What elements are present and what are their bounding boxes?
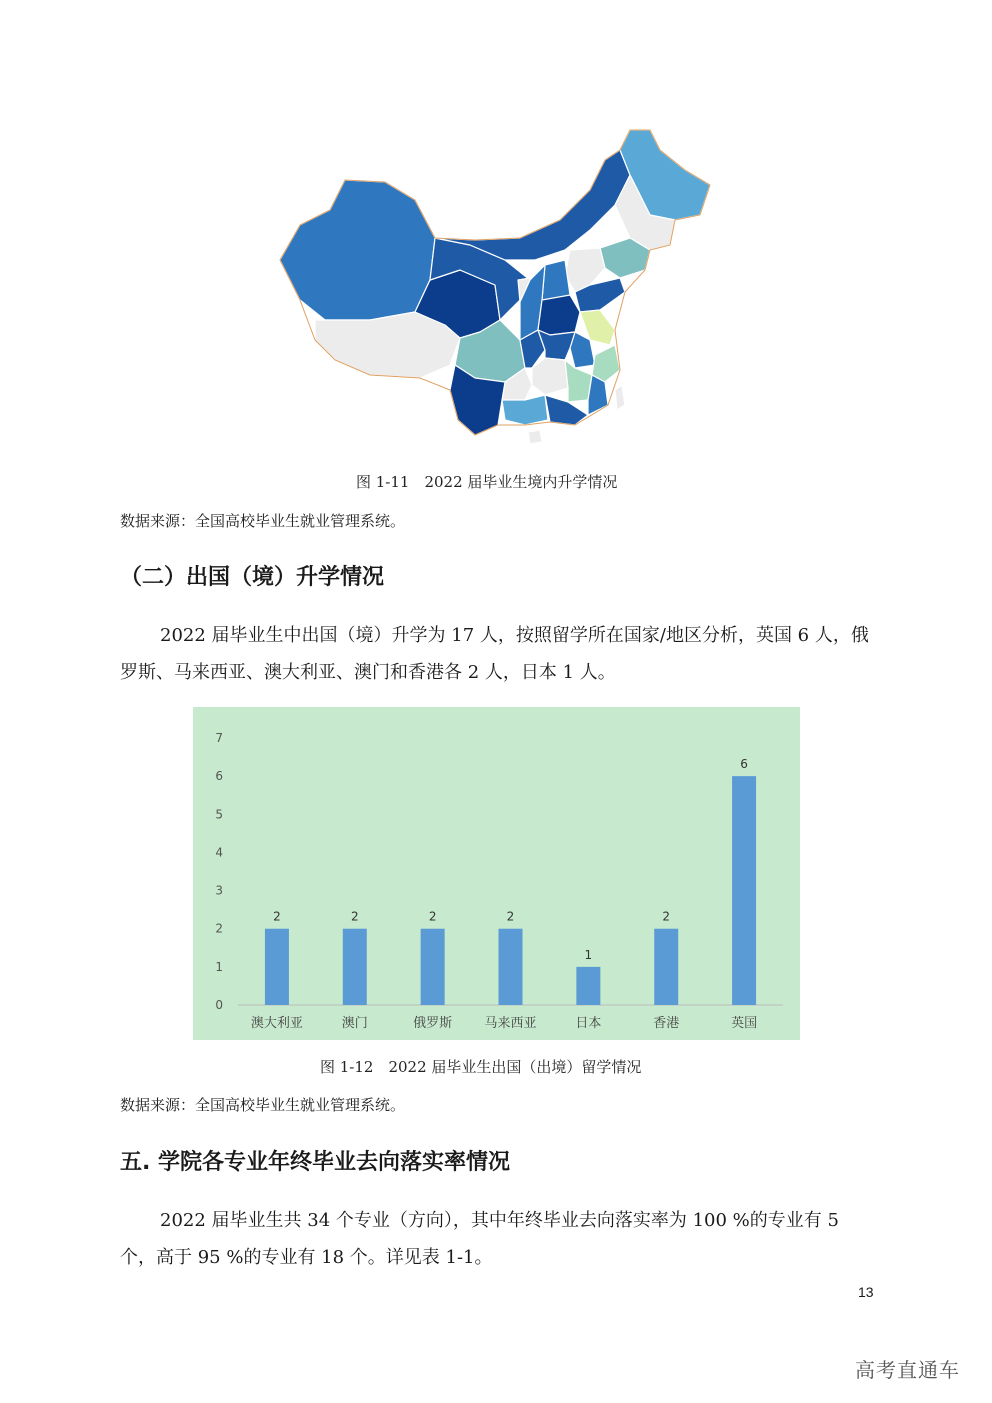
paragraph-section-5: 2022 届毕业生共 34 个专业（方向），其中年终毕业去向落实率为 100 %的专业有 5 个，高于 95 %的专业有 18 个。详见表 1-1。 [120, 1210, 839, 1268]
map-region-inner-mongolia [435, 150, 630, 260]
abroad-bar-chart [193, 707, 800, 1040]
figure-caption-1-12: 图 1-12 2022 届毕业生出国（出境）留学情况 [320, 1058, 642, 1076]
bar-value-label: 2 [662, 909, 671, 924]
paragraph-abroad: 2022 届毕业生中出国（境）升学为 17 人，按照留学所在国家/地区分析，英国 6 人，俄罗斯、马来西亚、澳大利亚、澳门和香港各 2 人，日本 1 人。 [120, 625, 869, 683]
x-category-label: 澳门 [341, 1016, 368, 1031]
y-tick-label: 4 [215, 845, 223, 860]
y-tick-label: 5 [215, 807, 223, 822]
x-category-label: 俄罗斯 [413, 1016, 453, 1031]
data-source-note: 数据来源：全国高校毕业生就业管理系统。 [120, 1096, 406, 1114]
china-map [270, 120, 720, 450]
bar-value-label: 6 [740, 757, 748, 772]
x-category-label: 香港 [653, 1016, 680, 1031]
bar [265, 929, 289, 1005]
bar-value-label: 2 [273, 909, 281, 924]
y-tick-label: 1 [215, 959, 223, 974]
bar-value-label: 2 [350, 909, 359, 924]
x-category-label: 马来西亚 [484, 1016, 537, 1031]
section-heading-5: 五. 学院各专业年终毕业去向落实率情况 [120, 1150, 511, 1175]
y-tick-label: 0 [215, 998, 223, 1012]
y-tick-label: 2 [215, 921, 223, 936]
bar-chart-svg [193, 707, 800, 1040]
map-region-hunan [532, 358, 568, 395]
bar [343, 929, 367, 1005]
map-region-hubei [538, 330, 575, 360]
bar-value-label: 2 [428, 909, 437, 924]
bar [576, 967, 600, 1005]
data-source-note: 数据来源：全国高校毕业生就业管理系统。 [120, 512, 406, 530]
map-region-hainan [528, 430, 542, 444]
map-region-zhejiang [592, 345, 620, 382]
page-number: 13 [858, 1284, 874, 1300]
section-heading-abroad: （二）出国（境）升学情况 [120, 565, 385, 590]
map-region-xinjiang [280, 180, 435, 320]
x-category-label: 英国 [731, 1016, 758, 1031]
y-tick-label: 3 [215, 883, 223, 898]
map-region-henan [538, 295, 580, 335]
bar [654, 929, 678, 1005]
watermark: 高考直通车 [855, 1358, 960, 1382]
y-tick-label: 6 [215, 769, 223, 784]
x-category-label: 日本 [575, 1016, 602, 1031]
y-tick-label: 7 [215, 731, 223, 745]
x-category-label: 澳大利亚 [250, 1016, 303, 1031]
bar-value-label: 1 [584, 947, 593, 962]
bar-value-label: 2 [506, 909, 515, 924]
map-region-guangxi [502, 395, 548, 425]
map-region-taiwan [615, 385, 625, 410]
china-map-figure [270, 120, 720, 450]
bar [421, 929, 445, 1005]
bar [499, 929, 523, 1005]
figure-caption-1-11: 图 1-11 2022 届毕业生境内升学情况 [356, 473, 618, 491]
bar [732, 776, 756, 1005]
